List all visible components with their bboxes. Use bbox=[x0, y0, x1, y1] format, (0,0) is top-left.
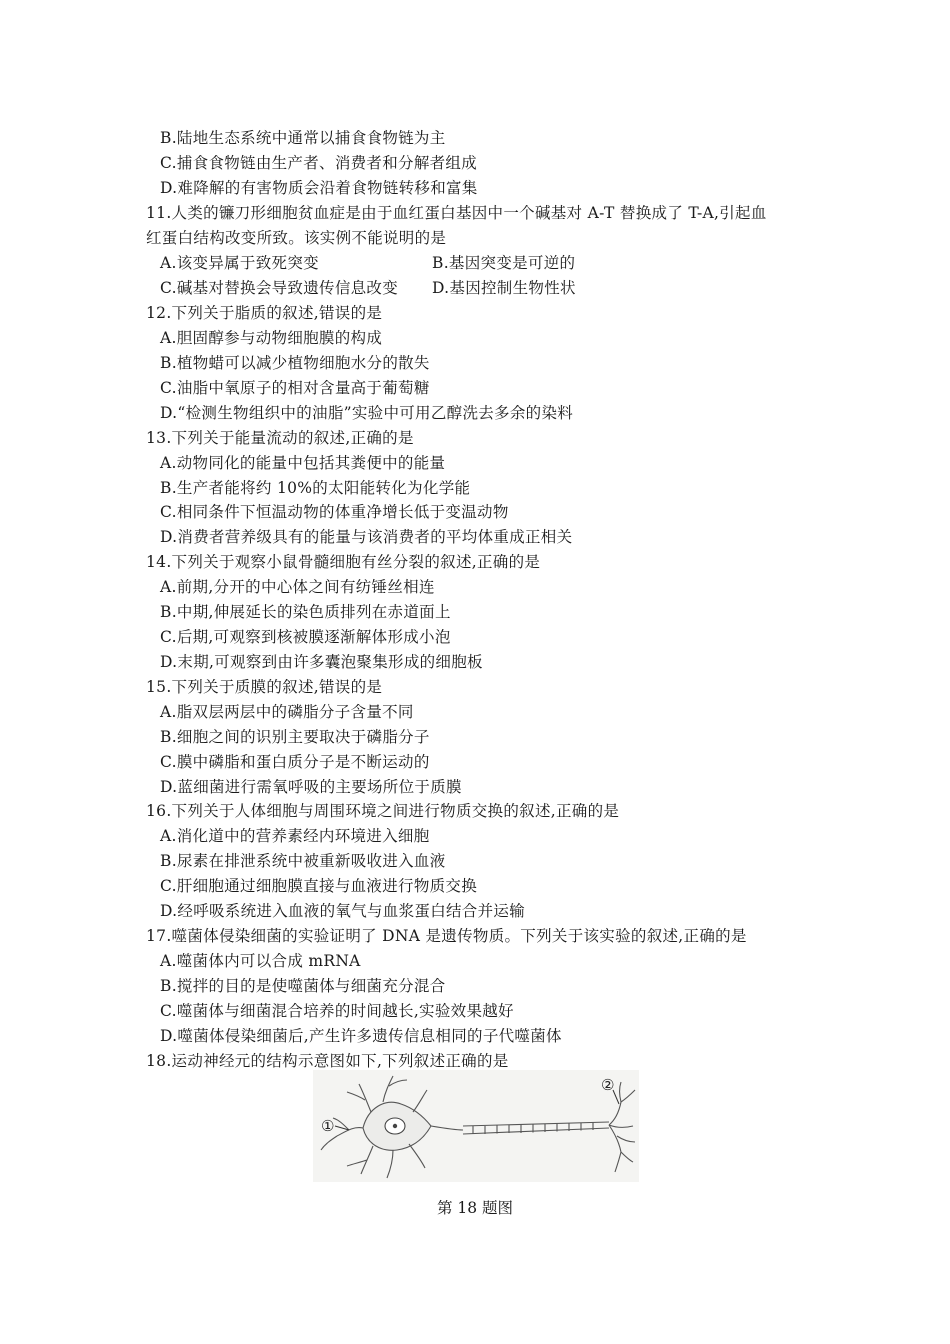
q11-option-c: C.碱基对替换会导致遗传信息改变 bbox=[160, 279, 399, 297]
label-1: ① bbox=[321, 1117, 335, 1135]
q10-option-d: D.难降解的有害物质会沿着食物链转移和富集 bbox=[160, 179, 478, 197]
q16-option-d: D.经呼吸系统进入血液的氧气与血浆蛋白结合并运输 bbox=[160, 902, 526, 920]
q13-option-c: C.相同条件下恒温动物的体重净增长低于变温动物 bbox=[160, 503, 509, 521]
q18-stem: 18.运动神经元的结构示意图如下,下列叙述正确的是 bbox=[146, 1052, 509, 1070]
q11-stem-line2: 红蛋白结构改变所致。该实例不能说明的是 bbox=[146, 229, 447, 247]
q11-option-d: D.基因控制生物性状 bbox=[432, 279, 576, 297]
nucleus bbox=[385, 1118, 405, 1134]
q15-option-a: A.脂双层两层中的磷脂分子含量不同 bbox=[160, 703, 414, 721]
q14-option-c: C.后期,可观察到核被膜逐渐解体形成小泡 bbox=[160, 628, 451, 646]
q17-option-d: D.噬菌体侵染细菌后,产生许多遗传信息相同的子代噬菌体 bbox=[160, 1027, 562, 1045]
q16-option-c: C.肝细胞通过细胞膜直接与血液进行物质交换 bbox=[160, 877, 478, 895]
q15-stem: 15.下列关于质膜的叙述,错误的是 bbox=[146, 678, 383, 696]
q16-option-b: B.尿素在排泄系统中被重新吸收进入血液 bbox=[160, 852, 446, 870]
q15-option-b: B.细胞之间的识别主要取决于磷脂分子 bbox=[160, 728, 430, 746]
q14-stem: 14.下列关于观察小鼠骨髓细胞有丝分裂的叙述,正确的是 bbox=[146, 553, 541, 571]
q17-option-c: C.噬菌体与细菌混合培养的时间越长,实验效果越好 bbox=[160, 1002, 514, 1020]
q11-stem-line1: 11.人类的镰刀形细胞贫血症是由于血红蛋白基因中一个碱基对 A-T 替换成了 T-A,引起血 bbox=[146, 204, 767, 222]
q13-option-d: D.消费者营养级具有的能量与该消费者的平均体重成正相关 bbox=[160, 528, 573, 546]
q10-option-b: B.陆地生态系统中通常以捕食食物链为主 bbox=[160, 129, 446, 147]
q16-option-a: A.消化道中的营养素经内环境进入细胞 bbox=[160, 827, 430, 845]
q13-stem: 13.下列关于能量流动的叙述,正确的是 bbox=[146, 429, 414, 447]
q17-stem: 17.噬菌体侵染细菌的实验证明了 DNA 是遗传物质。下列关于该实验的叙述,正确的是 bbox=[146, 927, 747, 945]
q10-option-c: C.捕食食物链由生产者、消费者和分解者组成 bbox=[160, 154, 478, 172]
q17-option-a: A.噬菌体内可以合成 mRNA bbox=[160, 952, 361, 970]
q17-option-b: B.搅拌的目的是使噬菌体与细菌充分混合 bbox=[160, 977, 446, 995]
q15-option-d: D.蓝细菌进行需氧呼吸的主要场所位于质膜 bbox=[160, 778, 462, 796]
q12-option-c: C.油脂中氧原子的相对含量高于葡萄糖 bbox=[160, 379, 430, 397]
q11-option-b: B.基因突变是可逆的 bbox=[432, 254, 576, 272]
q12-option-d: D.“检测生物组织中的油脂”实验中可用乙醇洗去多余的染料 bbox=[160, 404, 574, 422]
figure-caption: 第 18 题图 bbox=[436, 1199, 514, 1217]
q14-option-b: B.中期,伸展延长的染色质排列在赤道面上 bbox=[160, 603, 451, 621]
q14-option-d: D.末期,可观察到由许多囊泡聚集形成的细胞板 bbox=[160, 653, 483, 671]
q13-option-a: A.动物同化的能量中包括其粪便中的能量 bbox=[160, 454, 446, 472]
q12-option-a: A.胆固醇参与动物细胞膜的构成 bbox=[160, 329, 383, 347]
motor-neuron-figure bbox=[313, 1070, 639, 1182]
q12-stem: 12.下列关于脂质的叙述,错误的是 bbox=[146, 304, 383, 322]
q11-option-a: A.该变异属于致死突变 bbox=[160, 254, 319, 272]
q13-option-b: B.生产者能将约 10%的太阳能转化为化学能 bbox=[160, 479, 471, 497]
label-2: ② bbox=[601, 1076, 615, 1094]
q15-option-c: C.膜中磷脂和蛋白质分子是不断运动的 bbox=[160, 753, 430, 771]
q12-option-b: B.植物蜡可以减少植物细胞水分的散失 bbox=[160, 354, 430, 372]
q14-option-a: A.前期,分开的中心体之间有纺锤丝相连 bbox=[160, 578, 435, 596]
q16-stem: 16.下列关于人体细胞与周围环境之间进行物质交换的叙述,正确的是 bbox=[146, 802, 620, 820]
